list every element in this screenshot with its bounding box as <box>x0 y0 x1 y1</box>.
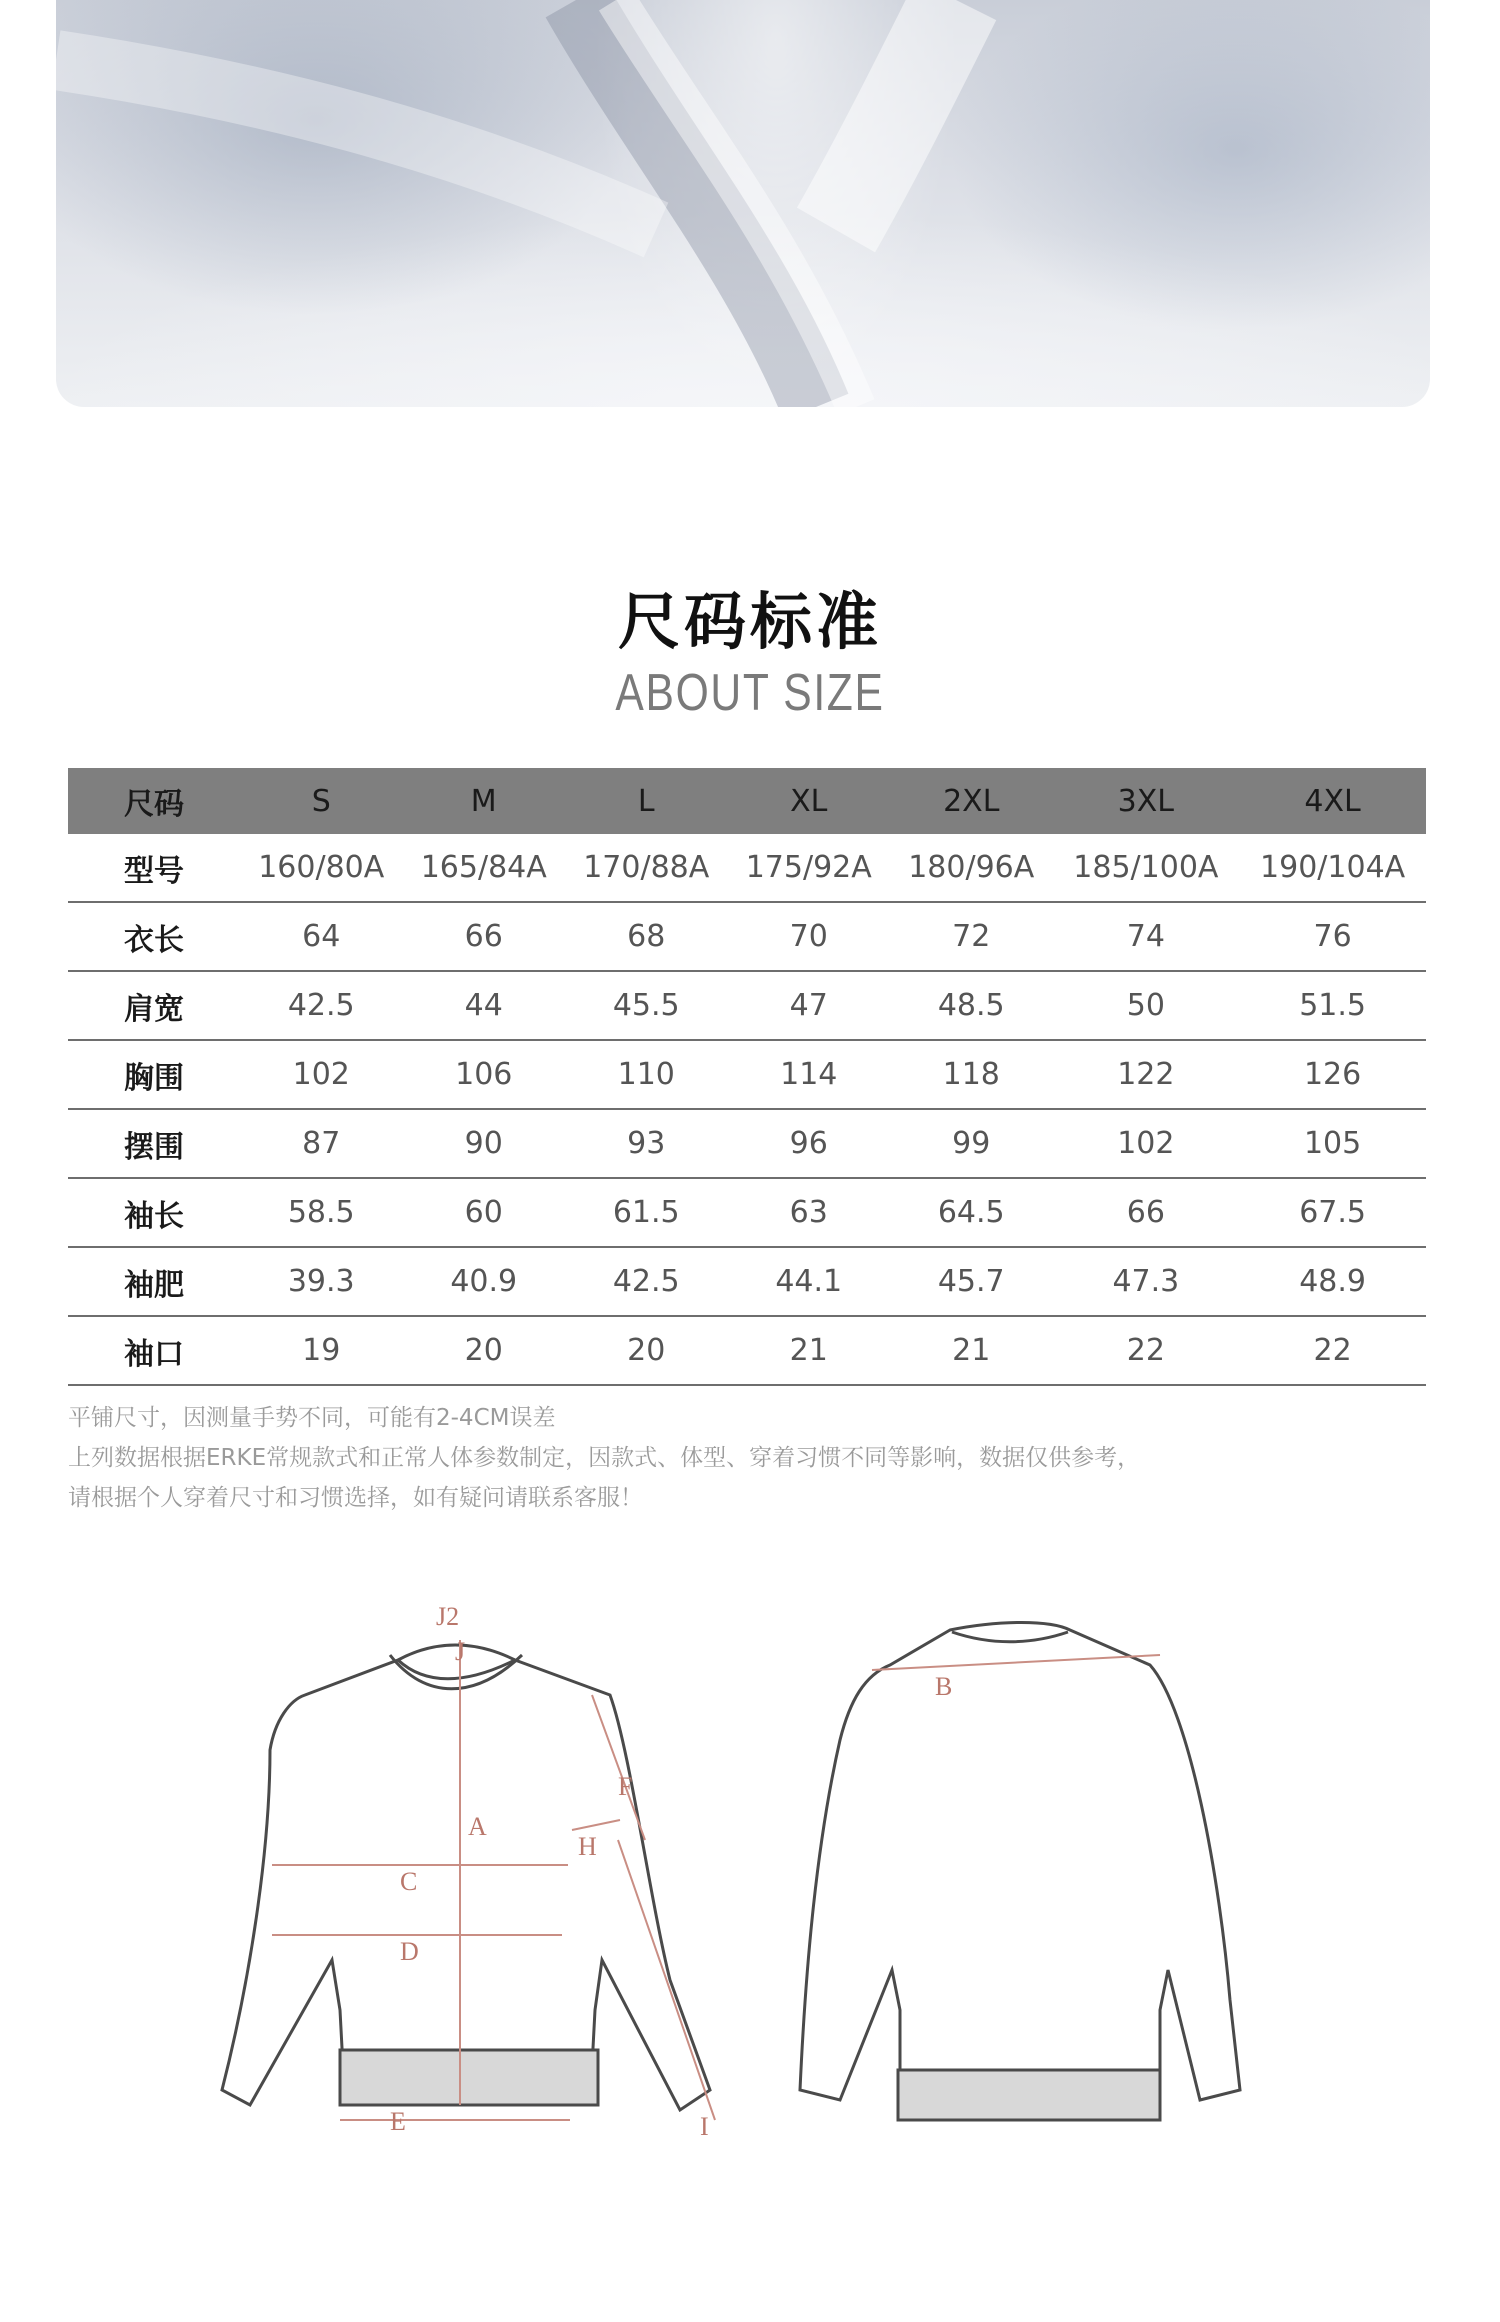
row-label: 衣长 <box>68 902 240 971</box>
size-value-cell: 64.5 <box>890 1178 1053 1247</box>
size-value-cell: 64 <box>240 902 403 971</box>
size-value-cell: 190/104A <box>1239 834 1426 902</box>
size-value-cell: 180/96A <box>890 834 1053 902</box>
size-value-cell: 105 <box>1239 1109 1426 1178</box>
row-label: 摆围 <box>68 1109 240 1178</box>
size-value-cell: 42.5 <box>240 971 403 1040</box>
size-value-cell: 114 <box>728 1040 891 1109</box>
size-value-cell: 22 <box>1239 1316 1426 1385</box>
header-cell: 3XL <box>1053 768 1240 834</box>
fabric-closeup-image <box>56 0 1430 407</box>
size-value-cell: 51.5 <box>1239 971 1426 1040</box>
size-value-cell: 21 <box>728 1316 891 1385</box>
size-value-cell: 165/84A <box>403 834 566 902</box>
front-view <box>222 1645 710 2110</box>
size-value-cell: 63 <box>728 1178 891 1247</box>
size-value-cell: 22 <box>1053 1316 1240 1385</box>
size-value-cell: 126 <box>1239 1040 1426 1109</box>
header-cell: 4XL <box>1239 768 1426 834</box>
size-value-cell: 72 <box>890 902 1053 971</box>
size-notes <box>68 1398 1140 1518</box>
size-value-cell: 50 <box>1053 971 1240 1040</box>
size-value-cell: 160/80A <box>240 834 403 902</box>
size-value-cell: 118 <box>890 1040 1053 1109</box>
row-label: 肩宽 <box>68 971 240 1040</box>
size-value-cell: 66 <box>1053 1178 1240 1247</box>
size-table-row <box>68 971 1426 1040</box>
header-cell: 2XL <box>890 768 1053 834</box>
size-value-cell: 76 <box>1239 902 1426 971</box>
row-label: 袖长 <box>68 1178 240 1247</box>
size-table-row <box>68 1247 1426 1316</box>
size-value-cell: 20 <box>565 1316 728 1385</box>
note-line: 平铺尺寸，因测量手势不同，可能有2-4CM误差 <box>68 1405 556 1431</box>
size-value-cell: 61.5 <box>565 1178 728 1247</box>
size-value-cell: 21 <box>890 1316 1053 1385</box>
size-value-cell: 44.1 <box>728 1247 891 1316</box>
size-value-cell: 106 <box>403 1040 566 1109</box>
size-table-row <box>68 1178 1426 1247</box>
size-table-header-row <box>68 768 1426 834</box>
size-value-cell: 48.9 <box>1239 1247 1426 1316</box>
label-a: A <box>468 1812 487 1841</box>
label-e: E <box>390 2107 406 2136</box>
row-label: 袖口 <box>68 1316 240 1385</box>
label-c: C <box>400 1867 418 1896</box>
label-i: I <box>700 2112 709 2140</box>
size-value-cell: 45.7 <box>890 1247 1053 1316</box>
size-table-row <box>68 1109 1426 1178</box>
size-value-cell: 67.5 <box>1239 1178 1426 1247</box>
label-j: J <box>455 1637 466 1666</box>
size-value-cell: 58.5 <box>240 1178 403 1247</box>
size-value-cell: 39.3 <box>240 1247 403 1316</box>
size-value-cell: 110 <box>565 1040 728 1109</box>
size-value-cell: 40.9 <box>403 1247 566 1316</box>
label-d: D <box>400 1937 419 1966</box>
measurement-diagram <box>200 1600 1300 2140</box>
section-title-cn: 尺码标准 <box>617 585 882 658</box>
note-line: 上列数据根据ERKE常规款式和正常人体参数制定，因款式、体型、穿着习惯不同等影响，数据仅供参考， <box>68 1445 1141 1471</box>
label-j2: J2 <box>436 1602 460 1631</box>
size-value-cell: 102 <box>240 1040 403 1109</box>
size-value-cell: 47.3 <box>1053 1247 1240 1316</box>
header-cell: S <box>240 768 403 834</box>
label-h: H <box>578 1832 597 1861</box>
size-table-row <box>68 1040 1426 1109</box>
size-value-cell: 70 <box>728 902 891 971</box>
label-b: B <box>935 1672 953 1701</box>
size-value-cell: 44 <box>403 971 566 1040</box>
size-value-cell: 93 <box>565 1109 728 1178</box>
row-label: 型号 <box>68 834 240 902</box>
size-value-cell: 48.5 <box>890 971 1053 1040</box>
header-cell: L <box>565 768 728 834</box>
size-table-row <box>68 834 1426 902</box>
size-value-cell: 99 <box>890 1109 1053 1178</box>
size-value-cell: 74 <box>1053 902 1240 971</box>
size-value-cell: 87 <box>240 1109 403 1178</box>
header-cell: 尺码 <box>68 768 240 834</box>
size-value-cell: 66 <box>403 902 566 971</box>
size-table-row <box>68 1316 1426 1385</box>
size-value-cell: 170/88A <box>565 834 728 902</box>
size-value-cell: 185/100A <box>1053 834 1240 902</box>
size-value-cell: 19 <box>240 1316 403 1385</box>
size-value-cell: 68 <box>565 902 728 971</box>
size-value-cell: 20 <box>403 1316 566 1385</box>
size-value-cell: 45.5 <box>565 971 728 1040</box>
back-view <box>800 1623 1240 2121</box>
size-value-cell: 60 <box>403 1178 566 1247</box>
row-label: 袖肥 <box>68 1247 240 1316</box>
size-value-cell: 47 <box>728 971 891 1040</box>
row-label: 胸围 <box>68 1040 240 1109</box>
size-table <box>68 768 1426 1386</box>
header-cell: M <box>403 768 566 834</box>
size-value-cell: 122 <box>1053 1040 1240 1109</box>
note-line: 请根据个人穿着尺寸和习惯选择，如有疑问请联系客服！ <box>68 1485 643 1511</box>
size-value-cell: 42.5 <box>565 1247 728 1316</box>
size-value-cell: 102 <box>1053 1109 1240 1178</box>
size-table-row <box>68 902 1426 971</box>
size-value-cell: 96 <box>728 1109 891 1178</box>
section-title-en: ABOUT SIZE <box>615 664 885 722</box>
label-f: F <box>618 1772 633 1801</box>
size-value-cell: 175/92A <box>728 834 891 902</box>
header-cell: XL <box>728 768 891 834</box>
size-value-cell: 90 <box>403 1109 566 1178</box>
